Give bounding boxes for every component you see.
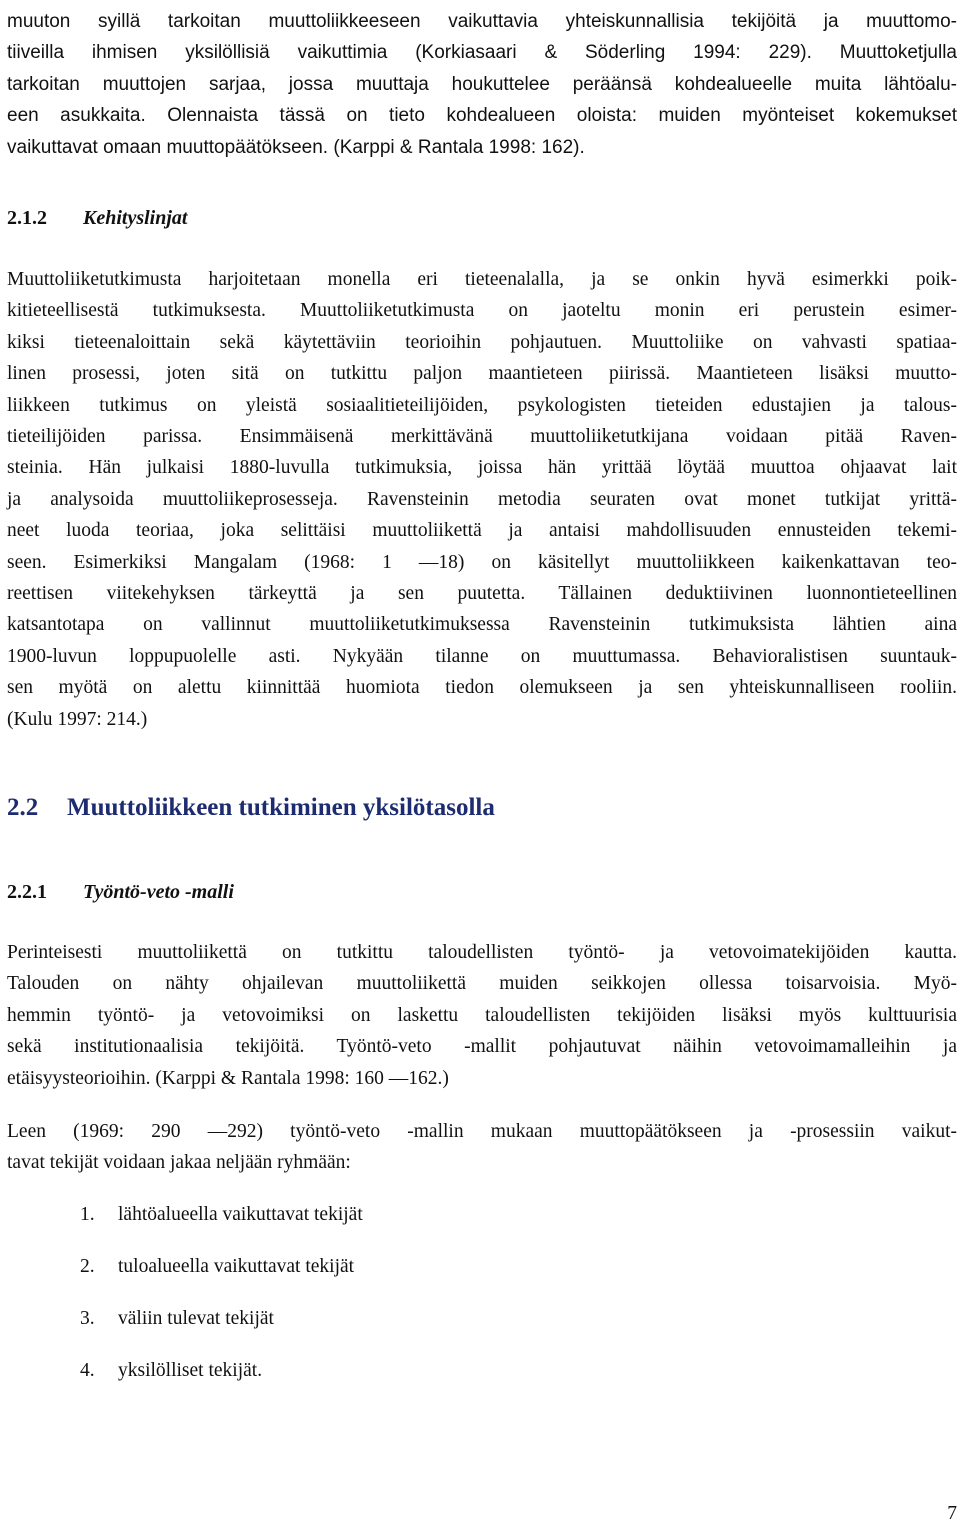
text-line: tieteilijöiden parissa. Ensimmäisenä merkittävänä muuttoliiketutkijana voidaan pitää Raven- [7, 426, 957, 448]
text-line: kitieteellisestä tutkimuksesta. Muuttoliiketutkimusta on jaoteltu monin eri perustein esimer- [7, 300, 957, 322]
list-text: lähtöalueella vaikuttavat tekijät [118, 1204, 363, 1225]
list-item [80, 1256, 354, 1278]
text-line: ja analysoida muuttoliikeprosesseja. Ravensteinin metodia seuraten ovat monet tutkijat yrittä- [7, 488, 957, 510]
text-line: Perinteisesti muuttoliikettä on tutkittu taloudellisten työntö- ja vetovoimatekijöiden kautta. [7, 942, 957, 963]
section-number: 2.2 [7, 794, 39, 821]
text-line: seen. Esimerkiksi Mangalam (1968: 1 —18) on käsitellyt muuttoliikkeen kaikenkattavan teo- [7, 551, 957, 573]
text-line: sekä institutionaalisia tekijöitä. Työntö-veto -mallit pohjautuvat näihin vetovoimamalleihin ja [7, 1036, 957, 1058]
list-item [80, 1360, 262, 1382]
list-item [80, 1204, 363, 1226]
text-line: tiiveilla ihmisen yksilöllisiä vaikuttimia (Korkiasaari & Söderling 1994: 229). Muuttoketjulla [7, 42, 957, 64]
text-line: tavat tekijät voidaan jakaa neljään ryhmään: [7, 1152, 351, 1174]
section-number: 2.2.1 [7, 881, 47, 903]
text-line: neet luoda teoriaa, joka selittäisi muuttoliikettä ja antaisi mahdollisuuden ennusteiden tekemi- [7, 520, 957, 542]
text-line: reettisen viitekehyksen tärkeyttä ja sen puutetta. Tällainen deduktiivinen luonnontieteellinen [7, 583, 957, 605]
section-heading-2-1-2 [7, 207, 187, 230]
text-line: katsantotapa on vallinnut muuttoliiketutkimuksessa Ravensteinin tutkimuksista lähtien aina [7, 614, 957, 636]
section-title: Muuttoliikkeen tutkiminen yksilötasolla [67, 794, 495, 821]
section-title: Kehityslinjat [83, 207, 188, 229]
text-line: tarkoitan muuttojen sarjaa, jossa muuttaja houkuttelee peräänsä kohdealueelle muita lähtöalu- [7, 73, 957, 95]
list-text: tuloalueella vaikuttavat tekijät [118, 1256, 355, 1277]
list-text: yksilölliset tekijät. [118, 1360, 263, 1381]
section-number: 2.1.2 [7, 207, 47, 229]
text-line: kiksi tieteenaloittain sekä käytettäviin teorioihin pohjautuen. Muuttoliike on vahvasti spatiaa- [7, 331, 957, 353]
section-heading-2-2-1 [7, 881, 234, 904]
section-heading-2-2 [7, 794, 495, 822]
text-line: Muuttoliiketutkimusta harjoitetaan monella eri tieteenalalla, ja se onkin hyvä esimerkki poik- [7, 269, 957, 290]
text-line: vaikuttavat omaan muuttopäätökseen. (Karppi & Rantala 1998: 162). [7, 136, 585, 158]
text-line: etäisyysteorioihin. (Karppi & Rantala 1998: 160 —162.) [7, 1067, 449, 1089]
text-line: liikkeen tutkimus on yleistä sosiaalitieteilijöiden, psykologisten tieteiden edustajien ja talous- [7, 394, 957, 416]
kehityslinjat-paragraph [7, 264, 957, 735]
list-number: 3. [80, 1308, 95, 1329]
list-item [80, 1308, 274, 1330]
text-line: hemmin työntö- ja vetovoimiksi on laskettu taloudellisten tekijöiden lisäksi myös kulttuurisia [7, 1004, 957, 1026]
lee-paragraph [7, 1116, 957, 1179]
page-number: 7 [947, 1503, 957, 1524]
text-line: Talouden on nähty ohjailevan muuttoliikettä muiden seikkojen ollessa toisarvoisia. Myö- [7, 973, 957, 995]
intro-paragraph [7, 6, 957, 163]
text-line: steinia. Hän julkaisi 1880-luvulla tutkimuksia, joissa hän yrittää löytää muuttoa ohjaavat lait [7, 457, 957, 479]
section-title: Työntö-veto -malli [83, 881, 234, 903]
text-line: sen myötä on alettu kiinnittää huomiota tiedon olemukseen ja sen yhteiskunnalliseen rooliin. [7, 677, 957, 699]
text-line: Leen (1969: 290 —292) työntö-veto -mallin mukaan muuttopäätökseen ja -prosessiin vaikut- [7, 1121, 957, 1142]
tyonto-veto-paragraph [7, 937, 957, 1094]
text-line: een asukkaita. Olennaista tässä on tieto kohdealueen oloista: muiden myönteiset kokemukset [7, 105, 957, 127]
list-number: 2. [80, 1256, 95, 1277]
text-line: linen prosessi, joten sitä on tutkittu paljon maantieteen piirissä. Maantieteen lisäksi muutto- [7, 363, 957, 385]
text-line: (Kulu 1997: 214.) [7, 708, 148, 730]
text-line: muuton syillä tarkoitan muuttoliikkeeseen vaikuttavia yhteiskunnallisia tekijöitä ja muuttomo- [7, 11, 957, 32]
list-number: 4. [80, 1360, 95, 1381]
text-line: 1900-luvun loppupuolelle asti. Nykyään tilanne on muuttumassa. Behavioralistisen suuntauk- [7, 645, 957, 667]
list-number: 1. [80, 1204, 95, 1225]
list-text: väliin tulevat tekijät [118, 1308, 274, 1329]
